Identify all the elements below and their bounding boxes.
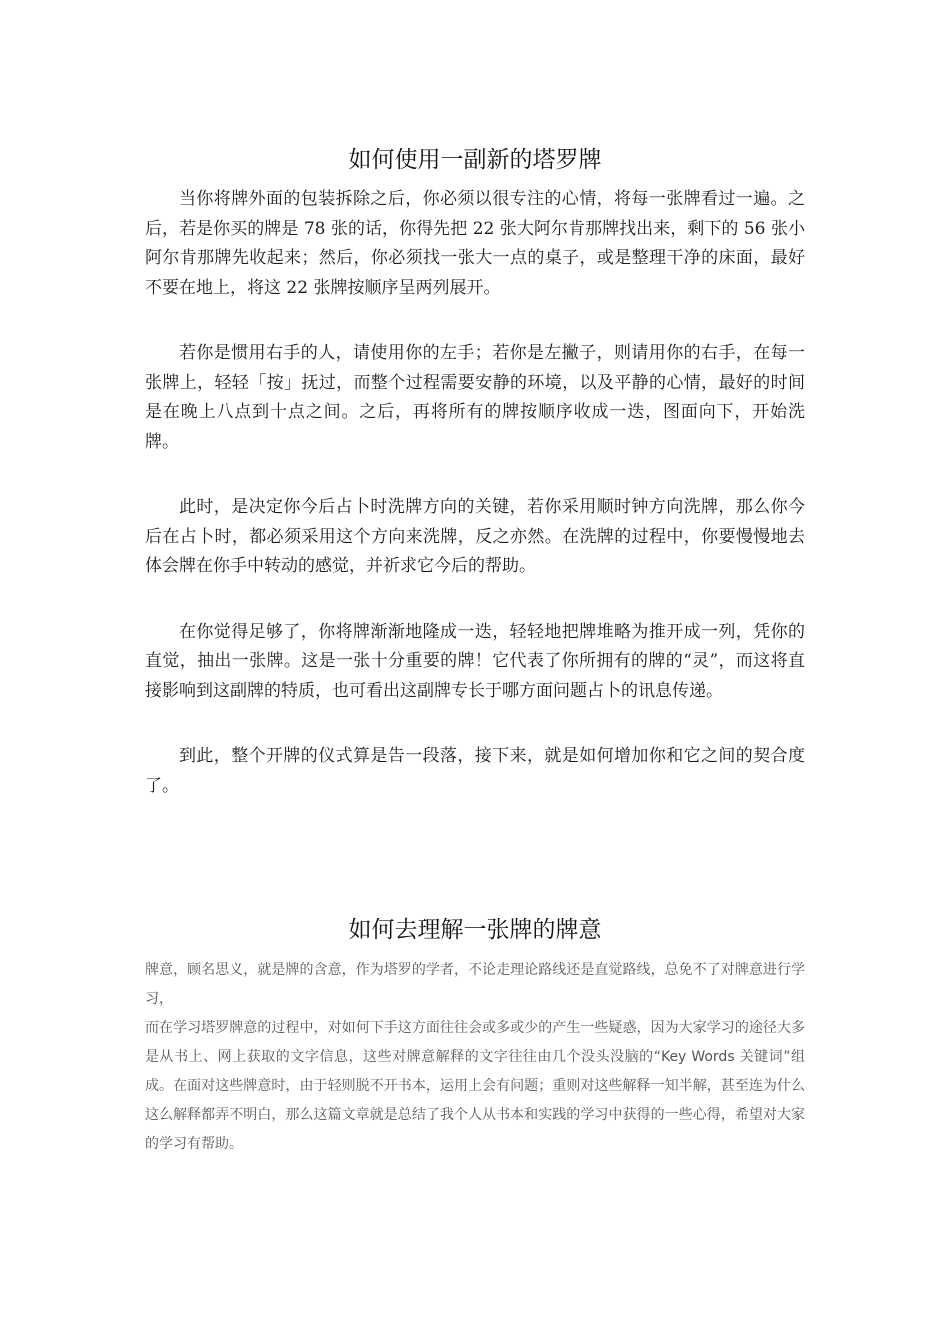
- section-title-new-deck: 如何使用一副新的塔罗牌: [348, 147, 602, 173]
- paragraph: 此时，是决定你今后占卜时洗牌方向的关键，若你采用顺时钟方向洗牌，那么你今后在占卜时，都必须采用这个方向来洗牌，反之亦然。在洗牌的过程中，你要慢慢地去体会牌在你手中转动的感觉，并祈求它今后的帮助。: [145, 497, 805, 576]
- paragraph: 而在学习塔罗牌意的过程中，对如何下手这方面往往会或多或少的产生一些疑惑，因为大家学习的途径大多是从书上、网上获取的文字信息，这些对牌意解释的文字往往由几个没头没脑的“Key Words 关键词”组成。在面对这些牌意时，由于轻则脱不开书本，运用上会有问题；重则对这些解释一知半解，甚至连为什么这么解释都弄不明白，那么这篇文章就是总结了我个人从书本和实践的学习中获得的一些心得，希望对大家的学习有帮助。: [145, 1020, 805, 1152]
- article-new-deck: [145, 185, 805, 837]
- article-card-meaning: [145, 956, 805, 1159]
- paragraph: 牌意，顾名思义，就是牌的含意，作为塔罗的学者，不论走理论路线还是直觉路线，总免不了对牌意进行学习，: [145, 962, 805, 1007]
- section-title-card-meaning: 如何去理解一张牌的牌意: [348, 917, 602, 943]
- paragraph: 当你将牌外面的包装拆除之后，你必须以很专注的心情，将每一张牌看过一遍。之后，若是你买的牌是 78 张的话，你得先把 22 张大阿尔肯那牌找出来，剩下的 56 张小阿尔肯那牌先收起来；然后，你必须找一张大一点的桌子，或是整理干净的床面，最好不要在地上，将这 22 张牌按顺序呈两列展开。: [145, 189, 805, 298]
- paragraph: 在你觉得足够了，你将牌渐渐地隆成一迭，轻轻地把牌堆略为推开成一列，凭你的直觉，抽出一张牌。这是一张十分重要的牌！它代表了你所拥有的牌的“灵”，而这将直接影响到这副牌的特质，也可看出这副牌专长于哪方面问题占卜的讯息传递。: [145, 621, 805, 701]
- paragraph: 若你是惯用右手的人，请使用你的左手；若你是左撇子，则请用你的右手，在每一张牌上，轻轻「按」抚过，而整个过程需要安静的环境，以及平静的心情，最好的时间是在晚上八点到十点之间。之后，再将所有的牌按顺序收成一迭，图面向下，开始洗牌。: [145, 343, 805, 452]
- paragraph: 到此，整个开牌的仪式算是告一段落，接下来，就是如何增加你和它之间的契合度了。: [145, 746, 805, 796]
